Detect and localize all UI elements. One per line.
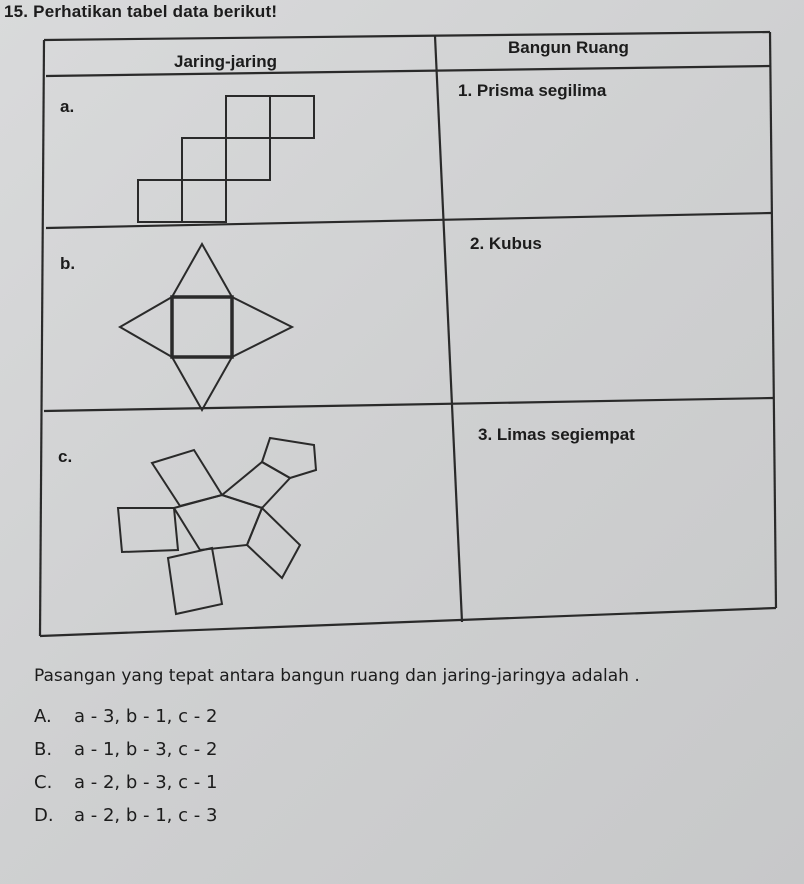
net-b-pyramid: [120, 244, 292, 410]
choice-a[interactable]: [34, 700, 217, 733]
choice-text: a - 1, b - 3, c - 2: [74, 739, 218, 760]
header-solids: Bangun Ruang: [508, 38, 629, 57]
choice-c[interactable]: [34, 766, 217, 799]
row-label-c: c.: [58, 447, 73, 466]
answer-choices: [34, 700, 217, 832]
choice-text: a - 3, b - 1, c - 2: [74, 706, 218, 727]
choice-text: a - 2, b - 3, c - 1: [74, 772, 218, 793]
choice-letter: B.: [34, 739, 53, 760]
choice-text: a - 2, b - 1, c - 3: [74, 805, 218, 826]
net-a-cube: [138, 96, 314, 222]
row-label-a: a.: [60, 97, 75, 116]
solid-option-2: 2. Kubus: [470, 234, 542, 253]
choice-letter: D.: [34, 805, 54, 826]
net-c-pentagonal-prism: [118, 438, 316, 614]
row-label-b: b.: [60, 254, 76, 273]
choice-letter: A.: [34, 706, 52, 727]
choice-letter: C.: [34, 772, 53, 793]
choice-b[interactable]: [34, 733, 217, 766]
solid-option-1: 1. Prisma segilima: [458, 81, 607, 100]
question-title: 15. Perhatikan tabel data berikut!: [4, 2, 278, 21]
question-text: Pasangan yang tepat antara bangun ruang dan jaring-jaringya adalah .: [34, 666, 640, 686]
choice-d[interactable]: [34, 799, 217, 832]
solid-option-3: 3. Limas segiempat: [478, 425, 635, 444]
header-nets: Jaring-jaring: [174, 52, 277, 71]
